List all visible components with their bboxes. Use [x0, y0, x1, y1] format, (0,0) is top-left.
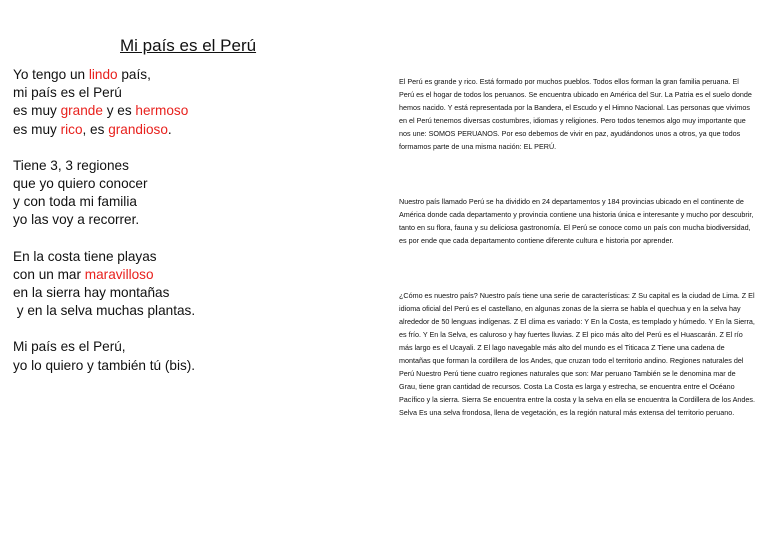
poem-text: Yo tengo un	[13, 67, 89, 82]
poem-line	[13, 157, 343, 175]
highlighted-word: lindo	[88, 67, 118, 82]
poem-line	[13, 175, 343, 193]
poem-line	[13, 66, 343, 84]
poem-stanza	[13, 157, 343, 230]
poem	[13, 66, 343, 393]
poem-line	[13, 248, 343, 266]
poem-text: Mi país es el Perú,	[13, 339, 126, 355]
poem-text: que yo quiero conocer	[13, 176, 148, 192]
poem-text: y con toda mi familia	[13, 194, 137, 210]
poem-stanza	[13, 66, 343, 139]
poem-text: es muy	[13, 103, 61, 119]
poem-line	[13, 84, 343, 102]
poem-line	[13, 284, 343, 302]
poem-line	[13, 102, 343, 120]
poem-text: es muy	[13, 121, 61, 137]
poem-line	[13, 266, 343, 284]
poem-line	[13, 193, 343, 211]
poem-text: mi país es el Perú	[13, 85, 122, 101]
highlighted-word: grande	[60, 103, 103, 119]
poem-title: Mi país es el Perú	[120, 36, 257, 55]
paragraph-departamentos: Nuestro país llamado Perú se ha dividido en 24 departamentos y 184 provincias ubicado en el continente de América donde cada departamento y provincia contiene una historia única e interesante y mucho por descubrir, tanto en su flora, fauna y su deliciosa gastronomía. El Perú se conoce como un país con mucha biodiversidad, es por ende que cada departamento contiene diferente cultura e historia por aprender.	[399, 197, 754, 245]
poem-text: y en la selva muchas plantas.	[13, 303, 196, 319]
poem-text: yo las voy a recorrer.	[13, 212, 140, 228]
poem-stanza	[13, 248, 343, 321]
paragraph-caracteristicas: ¿Cómo es nuestro país? Nuestro país tiene una serie de características: Z Su capital es la ciudad de Lima. Z El idioma oficial del Perú es el castellano, en algunas zonas de la sierra se habla el quechua y en la selva hay alrededor de 50 lenguas indígenas. Z El clima es variado: Y En la Costa, es templado y húmedo. Y En la Sierra, es frío. Y En la Selva, es caluroso y hay fuertes lluvias. Z El pico más alto del Perú es el Huascarán. Z El río más largo es el Ucayali. Z El lago navegable más alto del mundo es el Titicaca Z Tiene una cadena de montañas que forman la cordillera de los Andes, que cruzan todo el territorio andino. Regiones naturales del Perú Nuestro Perú tiene cuatro regiones naturales que son: Mar peruano También se le denomina mar de Grau, tiene gran cantidad de recursos. Costa La Costa es larga y estrecha, se encuentra entre el Océano Pacífico y la sierra. Sierra Se encuentra entre la costa y la selva en ella se encuentra la Cordillera de los Andes. Selva Es una selva frondosa, llena de vegetación, es la región natural más extensa del territorio peruano.	[399, 291, 755, 417]
poem-line	[13, 357, 343, 375]
highlighted-word: hermoso	[135, 103, 189, 119]
poem-text: en la sierra hay montañas	[13, 285, 170, 301]
poem-text: yo lo quiero y también tú (bis).	[13, 357, 196, 373]
poem-text: , es	[82, 121, 109, 137]
poem-text: país,	[117, 67, 151, 82]
highlighted-word: maravilloso	[84, 266, 154, 282]
paragraph-peru-grande: El Perú es grande y rico. Está formado por muchos pueblos. Todos ellos forman la gran familia peruana. El Perú es el hogar de todos los peruanos. Se encuentra ubicado en América del Sur. La Patria es el suelo donde hemos nacido. Y está representada por la Bandera, el Escudo y el Himno Nacional. Las personas que vivimos en el Perú tenemos diversas costumbres, idiomas y religiones. Pero todos tenemos algo muy importante que nos une: SOMOS PERUANOS. Por eso debemos de vivir en paz, ayudándonos unos a otros, ya que todos formamos parte de una misma nación: EL PERÚ.	[399, 77, 752, 151]
poem-text: Tiene 3, 3 regiones	[13, 157, 129, 173]
highlighted-word: rico	[60, 121, 83, 137]
highlighted-word: grandioso	[108, 121, 168, 137]
poem-stanza	[13, 338, 343, 374]
poem-text: .	[167, 121, 172, 137]
poem-text: En la costa tiene playas	[13, 248, 157, 264]
poem-text: con un mar	[13, 266, 85, 282]
poem-line	[13, 338, 343, 356]
poem-line	[13, 121, 343, 139]
poem-line	[13, 302, 343, 320]
poem-line	[13, 211, 343, 229]
poem-text: y es	[102, 103, 136, 119]
